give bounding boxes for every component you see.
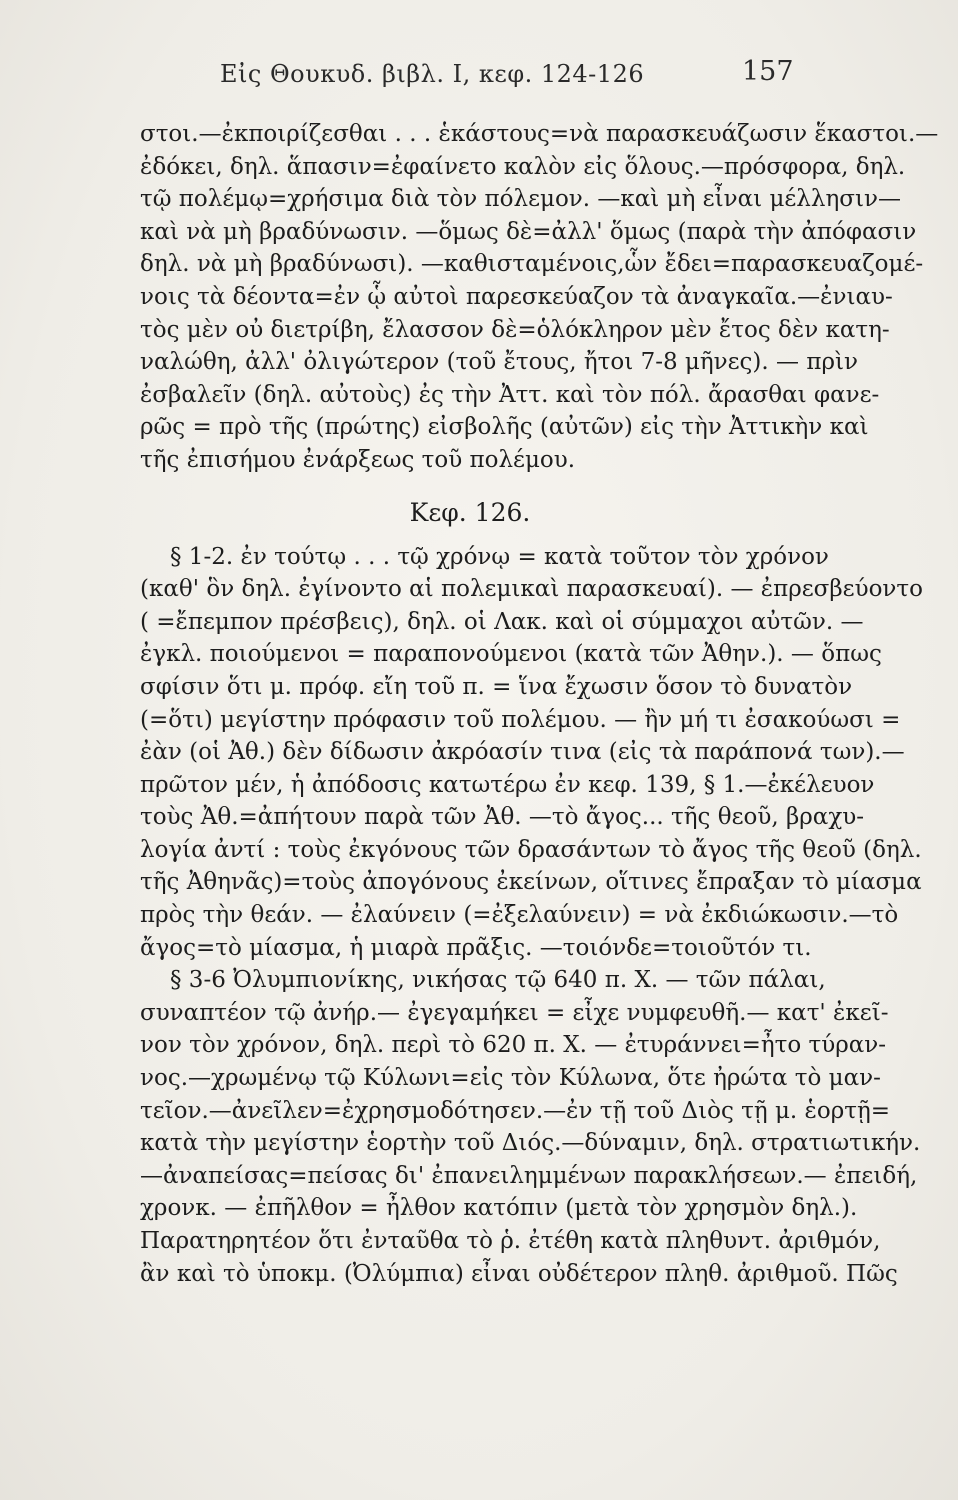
text-line: ἂν καὶ τὸ ὑποκμ. (Ὀλύμπια) εἶναι οὐδέτερον πληθ. ἀριθμοῦ. Πῶς: [140, 1260, 898, 1287]
text-line: ἐδόκει, δηλ. ἅπασιν=ἐφαίνετο καλὸν εἰς ὅλους.—πρόσφορα, δηλ.: [140, 153, 906, 180]
text-line: καὶ νὰ μὴ βραδύνωσιν. —ὅμως δὲ=ἀλλ' ὅμως (παρὰ τὴν ἀπόφασιν: [140, 218, 917, 245]
text-line: ναλώθη, ἀλλ' ὀλιγώτερον (τοῦ ἔτους, ἤτοι 7-8 μῆνες). — πρὶν: [140, 349, 858, 376]
text-line: ἐγκλ. ποιούμενοι = παραπονούμενοι (κατὰ τῶν Ἀθην.). — ὅπως: [140, 641, 882, 668]
text-line: § 3-6 Ὀλυμπιονίκης, νικήσας τῷ 640 π. Χ. — τῶν πάλαι,: [170, 967, 826, 994]
text-line: δηλ. νὰ μὴ βραδύνωσι). —καθισταμένοις,ὧν ἔδει=παρασκευαζομέ-: [140, 251, 924, 278]
text-line: τῆς Ἀθηνᾶς)=τοὺς ἀπογόνους ἐκείνων, οἵτινες ἔπραξαν τὸ μίασμα: [140, 869, 922, 896]
text-line: ρῶς = πρὸ τῆς (πρώτης) εἰσβολῆς (αὐτῶν) εἰς τὴν Ἀττικὴν καὶ: [140, 414, 869, 441]
text-line: σφίσιν ὅτι μ. πρόφ. εἴη τοῦ π. = ἵνα ἔχωσιν ὅσον τὸ δυνατὸν: [140, 673, 853, 700]
text-line: πρῶτον μέν, ἡ ἀπόδοσις κατωτέρω ἐν κεφ. 139, § 1.—ἐκέλευον: [140, 771, 875, 798]
text-line: τοὺς Ἀθ.=ἀπήτουν παρὰ τῶν Ἀθ. —τὸ ἄγος... τῆς θεοῦ, βραχυ-: [140, 804, 865, 831]
chapter-heading: Κεφ. 126.: [409, 497, 531, 527]
text-line: κατὰ τὴν μεγίστην ἑορτὴν τοῦ Διός.—δύναμιν, δηλ. στρατιωτικήν.: [140, 1130, 921, 1157]
text-line: —ἀναπείσας=πείσας δι' ἐπανειλημμένων παρακλήσεων.— ἐπειδή,: [140, 1162, 918, 1189]
text-line: στοι.—ἐκποιρίζεσθαι . . . ἑκάστους=νὰ παρασκευάζωσιν ἕκαστοι.—: [140, 121, 939, 147]
commentary-text: [140, 118, 939, 1290]
text-line: § 1-2. ἐν τούτῳ . . . τῷ χρόνῳ = κατὰ τοῦτον τὸν χρόνον: [170, 543, 829, 570]
text-line: τεῖον.—ἀνεῖλεν=ἐχρησμοδότησεν.—ἐν τῇ τοῦ Διὸς τῇ μ. ἑορτῇ=: [140, 1097, 891, 1124]
text-line: ἐσβαλεῖν (δηλ. αὐτοὺς) ἐς τὴν Ἀττ. καὶ τὸν πόλ. ἄρασθαι φανε-: [140, 381, 880, 408]
text-line: Παρατηρητέον ὅτι ἐνταῦθα τὸ ῥ. ἐτέθη κατὰ πληθυντ. ἀριθμόν,: [140, 1228, 881, 1254]
text-line: τῷ πολέμῳ=χρήσιμα διὰ τὸν πόλεμον. —καὶ μὴ εἶναι μέλλησιν—: [140, 186, 901, 213]
text-line: νος.—χρωμένῳ τῷ Κύλωνι=εἰς τὸν Κύλωνα, ὅτε ἠρώτα τὸ μαν-: [140, 1065, 881, 1092]
text-line: συναπτέον τῷ ἀνήρ.— ἐγεγαμήκει = εἶχε νυμφευθῆ.— κατ' ἐκεῖ-: [140, 999, 889, 1026]
text-line: ἐὰν (οἱ Ἀθ.) δὲν δίδωσιν ἀκρόασίν τινα (εἰς τὰ παράπονά των).—: [140, 739, 905, 766]
text-line: τῆς ἐπισήμου ἐνάρξεως τοῦ πολέμου.: [140, 446, 576, 473]
text-line: ( =ἔπεμπον πρέσβεις), δηλ. οἱ Λακ. καὶ οἱ σύμμαχοι αὐτῶν. —: [140, 608, 864, 635]
text-line: χρονκ. — ἐπῆλθον = ἦλθον κατόπιν (μετὰ τὸν χρησμὸν δηλ.).: [140, 1195, 858, 1222]
text-line: λογία ἀντί : τοὺς ἐκγόνους τῶν δρασάντων τὸ ἄγος τῆς θεοῦ (δηλ.: [140, 836, 922, 863]
text-line: πρὸς τὴν θεάν. — ἐλαύνειν (=ἐξελαύνειν) = νὰ ἐκδιώκωσιν.—τὸ: [140, 902, 899, 929]
commentary-chapter-125-end: [140, 118, 939, 477]
text-line: (καθ' ὃν δηλ. ἐγίνοντο αἱ πολεμικαὶ παρασκευαί). — ἐπρεσβεύοντο: [140, 576, 923, 603]
text-line: ἄγος=τὸ μίασμα, ἡ μιαρὰ πρᾶξις. —τοιόνδε=τοιοῦτόν τι.: [140, 934, 812, 961]
text-line: νον τὸν χρόνον, δηλ. περὶ τὸ 620 π. Χ. — ἐτυράννει=ἦτο τύραν-: [140, 1032, 887, 1059]
commentary-chapter-126-part-2: [140, 964, 921, 1290]
text-line: (=ὅτι) μεγίστην πρόφασιν τοῦ πολέμου. — ἢν μή τι ἐσακούωσι =: [140, 706, 901, 733]
text-line: νοις τὰ δέοντα=ἐν ᾧ αὐτοὶ παρεσκεύαζον τὰ ἀναγκαῖα.—ἐνιαυ-: [140, 283, 893, 310]
text-line: τὸς μὲν οὐ διετρίβη, ἔλασσον δὲ=ὁλόκληρον μὲν ἔτος δὲν κατη-: [140, 316, 890, 343]
commentary-chapter-126-part-1: [140, 541, 923, 965]
running-title: Εἰς Θουκυδ. βιβλ. Ι, κεφ. 124-126: [220, 60, 645, 88]
page-number: 157: [742, 56, 794, 87]
